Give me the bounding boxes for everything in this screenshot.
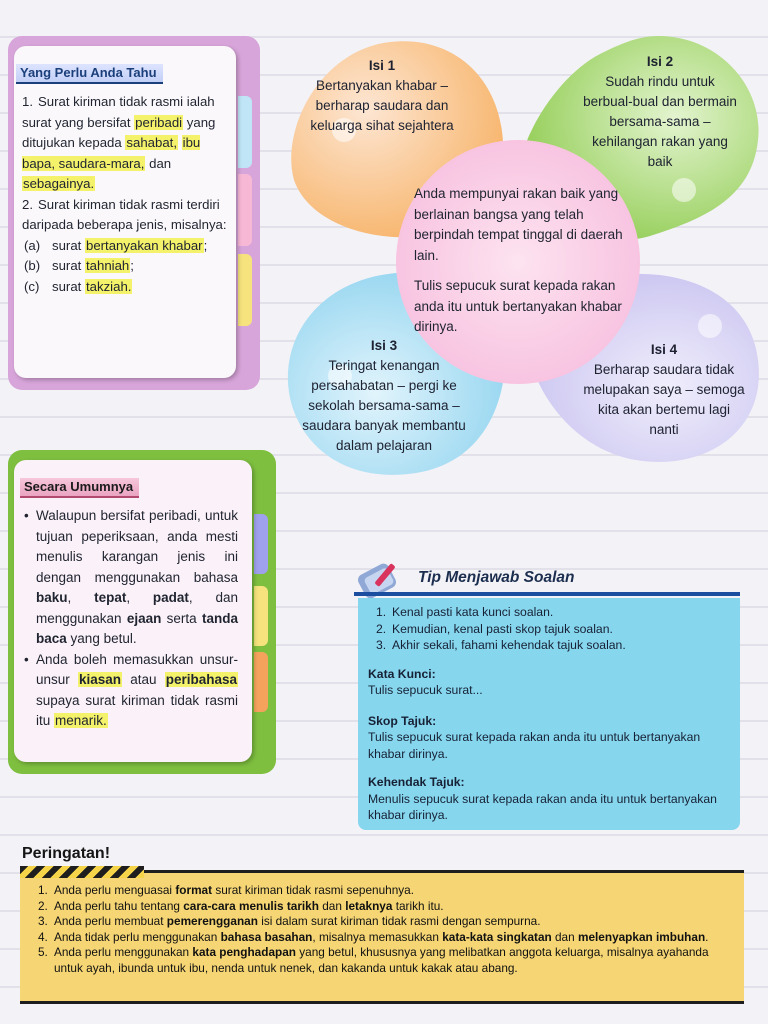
list-item: 2. Surat kiriman tidak rasmi terdiri daripada beberapa jenis, misalnya: <box>22 196 227 232</box>
info-list <box>22 92 228 297</box>
warning-box <box>20 870 744 1004</box>
list-item: 2. Anda perlu tahu tentang cara-cara menulis tarikh dan letaknya tarikh itu. <box>38 898 444 913</box>
petal-isi-3-text: Isi 3 Teringat kenangan persahabatan – pergi ke sekolah bersama-sama – saudara banyak membantu dalam pelajaran <box>302 338 466 453</box>
info-box-yang-perlu-anda-tahu <box>14 46 236 378</box>
petal-isi-2-text: Isi 2 Sudah rindu untuk berbual-bual dan bermain bersama-sama – kehilangan rakan yang baik <box>583 54 737 169</box>
warning-title: Peringatan! <box>22 845 111 862</box>
list-item: 3. Akhir sekali, fahami kehendak tajuk soalan. <box>376 638 626 652</box>
tip-steps <box>376 604 730 654</box>
kata-kunci-heading: Kata Kunci: <box>368 666 436 681</box>
skop-tajuk-text: Tulis sepucuk surat kepada rakan anda itu untuk bertanyakan khabar dirinya. <box>368 730 701 761</box>
info-box-title: Secara Umumnya <box>20 478 139 498</box>
kehendak-tajuk-heading: Kehendak Tajuk: <box>368 775 465 789</box>
list-item: 3. Anda perlu membuat pemerengganan isi dalam surat kiriman tidak rasmi dengan sempurna. <box>38 914 541 928</box>
kata-kunci-text: Tulis sepucuk surat... <box>368 683 483 697</box>
list-item: 2. Kemudian, kenal pasti skop tajuk soalan. <box>376 621 613 636</box>
list-item: • Walaupun bersifat peribadi, untuk tujuan peperiksaan, anda mesti menulis karangan jenis ini dengan menggunakan bahasa baku, tepat, padat, dan menggunakan ejaan serta tanda baca yang betul. <box>24 508 238 646</box>
petal-center-text: Anda mempunyai rakan baik yang berlainan bangsa yang telah berpindah tempat tinggal di daerah lain. Tulis sepucuk surat kepada rakan anda itu untuk bertanyakan khabar dirinya. <box>414 186 623 334</box>
skop-tajuk-heading: Skop Tajuk: <box>368 713 437 728</box>
list-item: 1. Anda perlu menguasai format surat kiriman tidak rasmi sepenuhnya. <box>38 883 415 897</box>
list-item: 5. Anda perlu menggunakan kata penghadapan yang betul, khususnya yang melibatkan anggota keluarga, misalnya ayahanda untuk ayah, ibunda untuk ibu, nenda untuk nenek, dan kakanda untuk kakak atau abang. <box>38 945 709 975</box>
info-box-title: Yang Perlu Anda Tahu <box>16 64 163 84</box>
list-item: 1. Kenal pasti kata kunci soalan. <box>376 605 554 619</box>
list-item: 1. Surat kiriman tidak rasmi ialah surat yang bersifat peribadi yang ditujukan kepada sahabat, ibu bapa, saudara-mara, dan sebagainya. <box>22 94 216 191</box>
bullet-list <box>24 506 238 732</box>
list-subitem: (a) surat bertanyakan khabar; <box>24 237 208 253</box>
petal-isi-4-text: Isi 4 Berharap saudara tidak melupakan saya – semoga kita akan bertemu lagi nanti <box>583 342 745 437</box>
bullet-icon: • <box>24 508 29 523</box>
tip-title: Tip Menjawab Soalan <box>418 569 575 586</box>
list-item: 4. Anda tidak perlu menggunakan bahasa basahan, misalnya memasukkan kata-kata singkatan dan melenyapkan imbuhan. <box>38 929 709 944</box>
kehendak-tajuk-text: Menulis sepucuk surat kepada rakan anda itu untuk bertanyakan khabar dirinya. <box>368 791 717 822</box>
info-box-secara-umumnya <box>14 460 252 762</box>
petal-isi-1-text: Isi 1 Bertanyakan khabar – berharap saudara dan keluarga sihat sejahtera <box>310 58 454 133</box>
list-subitem: (c) surat takziah. <box>24 278 132 294</box>
bullet-icon: • <box>24 651 29 667</box>
tip-box <box>358 598 740 830</box>
list-subitem: (b) surat tahniah; <box>24 258 134 273</box>
tip-divider <box>354 592 740 596</box>
hazard-stripe <box>20 866 144 878</box>
list-item: • Anda boleh memasukkan unsur-unsur kiasan atau peribahasa supaya surat kiriman tidak rasmi itu menarik. <box>24 651 238 728</box>
